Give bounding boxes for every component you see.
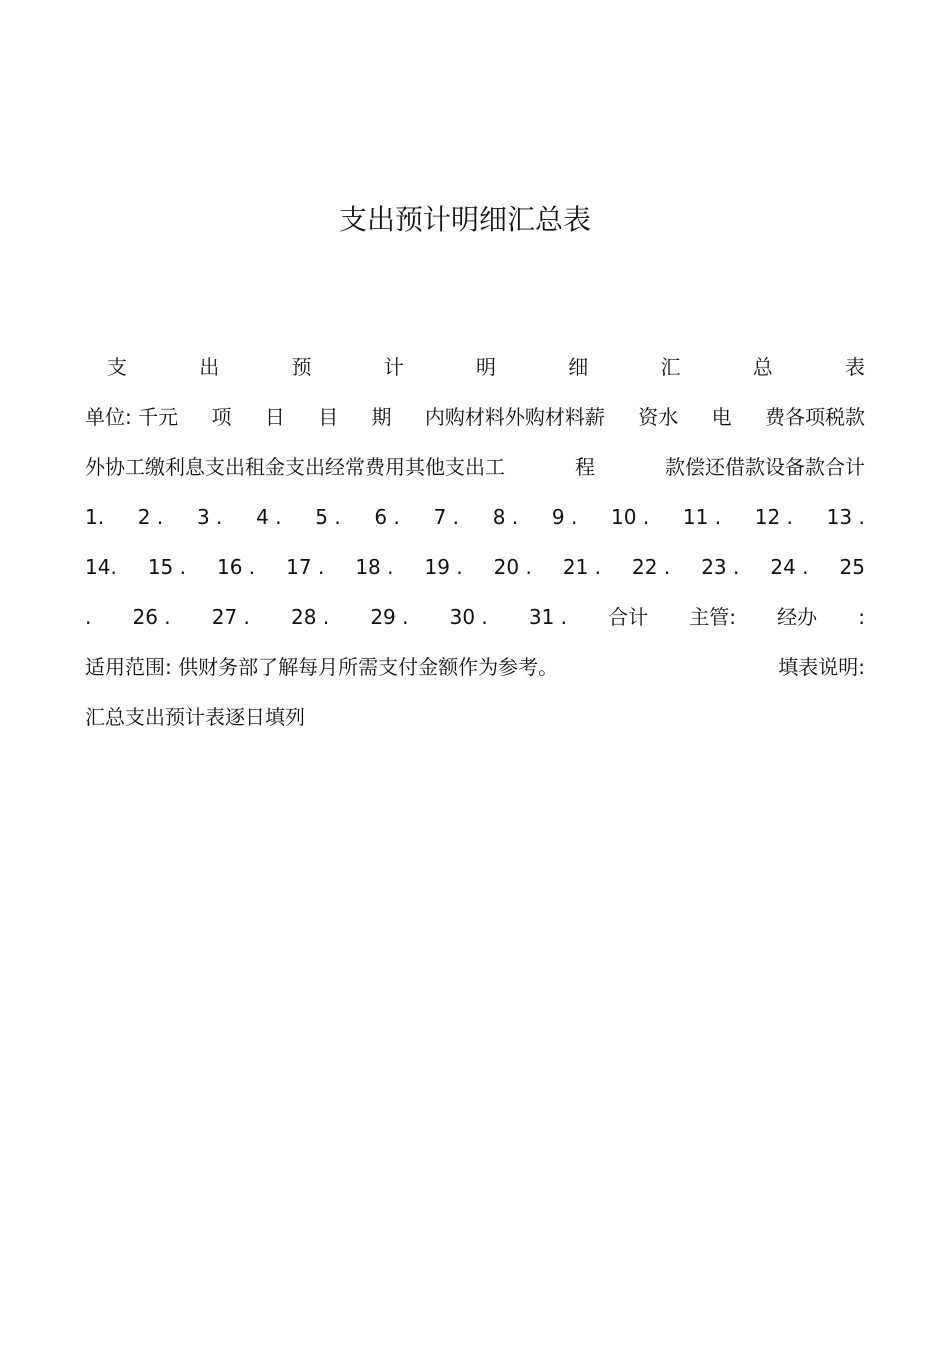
text-span: 汇 (660, 355, 681, 379)
day-number: 30 . (449, 605, 488, 629)
day-number: 17 . (286, 555, 325, 579)
text-span: 程 (575, 455, 595, 479)
day-number: 26 . (132, 605, 171, 629)
text-span: 期 (371, 405, 392, 429)
day-number: 1. (85, 505, 105, 529)
day-number: 10 . (611, 505, 650, 529)
day-number: 2 . (137, 505, 164, 529)
day-number: 22 . (632, 555, 671, 579)
text-span: 预 (291, 355, 312, 379)
text-span: 出 (199, 355, 220, 379)
day-number: 28 . (291, 605, 330, 629)
day-number: 15 . (147, 555, 186, 579)
text-span: 外协工缴利息支出租金支出经常费用其他支出工 (85, 455, 505, 479)
text-span: 表 (845, 355, 865, 379)
day-number: 21 . (562, 555, 602, 579)
text-span: 目 (318, 405, 339, 429)
day-number: 9 . (551, 505, 578, 529)
instructions-text: 汇总支出预计表逐日填列 (85, 705, 305, 729)
day-number: 31 . (528, 605, 568, 629)
text-span: 明 (476, 355, 496, 379)
day-number: 25 (839, 555, 865, 579)
column-header-line (85, 452, 865, 482)
day-number: 18 . (355, 555, 394, 579)
day-numbers-line (85, 552, 865, 582)
day-number: 27 . (211, 605, 250, 629)
day-number: 6 . (374, 505, 400, 529)
day-number: 8 . (492, 505, 519, 529)
day-number: . (85, 605, 92, 629)
day-number: 3 . (196, 505, 223, 529)
day-numbers-total-line (85, 602, 865, 632)
day-number: 7 . (433, 505, 460, 529)
text-span: 单位: 千元 (85, 405, 179, 429)
text-span: 总 (752, 355, 773, 379)
day-number: 20 . (493, 555, 532, 579)
day-number: 11 . (682, 505, 722, 529)
page-title: 支出预计明细汇总表 (338, 203, 591, 236)
day-number: 29 . (370, 605, 409, 629)
text-span: 计 (383, 355, 404, 379)
day-number: 19 . (424, 555, 463, 579)
handler-label: 经办 (777, 605, 818, 629)
day-number: 24 . (770, 555, 809, 579)
day-number: 13 . (826, 505, 865, 529)
day-number: 4 . (256, 505, 282, 529)
text-span: 日 (264, 405, 285, 429)
colon-text: : (858, 605, 865, 629)
text-span: 细 (568, 355, 589, 379)
text-span: 项 (211, 405, 232, 429)
text-span: 内购材料外购材料薪 (424, 405, 605, 429)
text-span: 支 (107, 355, 127, 379)
text-span: 电 (711, 405, 732, 429)
spaced-title-line (85, 352, 865, 382)
scope-text: 适用范围: 供财务部了解每月所需支付金额作为参考。 (85, 655, 559, 679)
unit-header-line (85, 402, 865, 432)
text-span: 费各项税款 (764, 405, 865, 429)
instructions-line (85, 702, 865, 732)
text-span: 款偿还借款设备款合计 (665, 455, 865, 479)
day-number: 5 . (315, 505, 341, 529)
instructions-label: 填表说明: (778, 655, 865, 679)
scope-line (85, 652, 865, 682)
supervisor-label: 主管: (689, 605, 737, 629)
day-number: 16 . (216, 555, 256, 579)
total-label: 合计 (608, 605, 649, 629)
day-number: 14. (85, 555, 117, 579)
day-number: 12 . (754, 505, 793, 529)
text-span: 资水 (638, 405, 679, 429)
day-number: 23 . (701, 555, 740, 579)
day-numbers-line (85, 502, 865, 532)
